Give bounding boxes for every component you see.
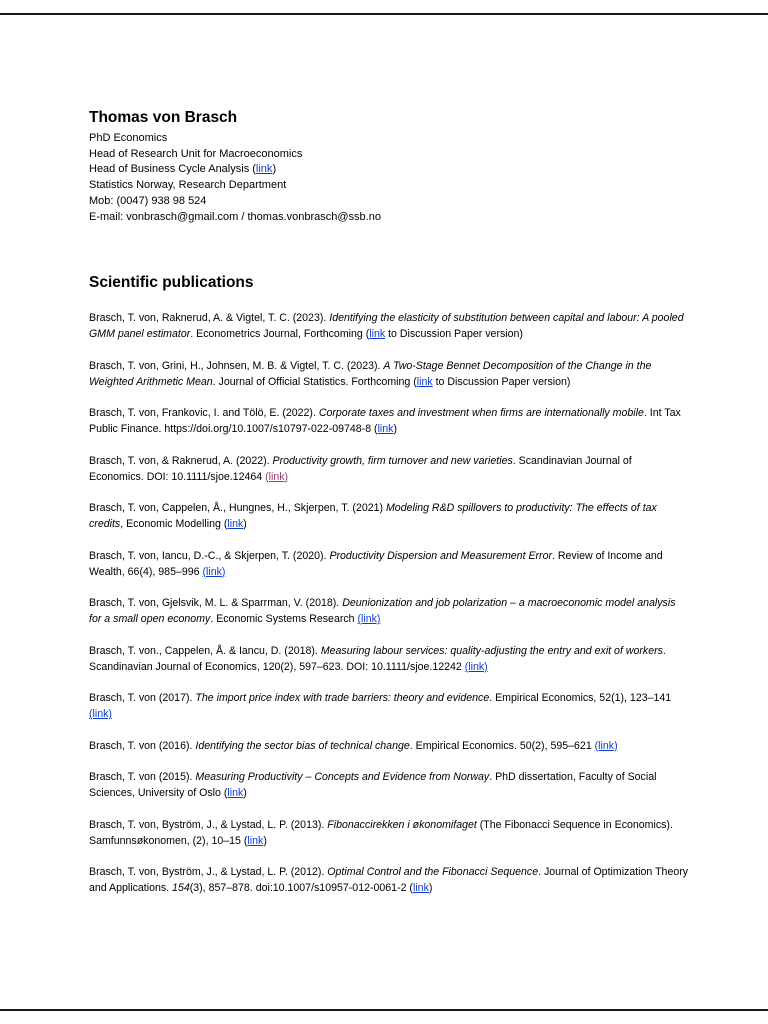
publication-link[interactable]: (link) <box>357 613 381 625</box>
author-name: Thomas von Brasch <box>89 109 238 126</box>
business-cycle-suffix: ) <box>272 163 277 176</box>
publication-link[interactable]: link <box>412 882 429 894</box>
section-title: Scientific publications <box>89 274 254 291</box>
publication-item <box>89 690 689 722</box>
publication-authors: Brasch, T. von (2017). <box>89 692 196 704</box>
degree-line: PhD Economics <box>89 132 168 144</box>
publication-details: , Economic Modelling ( <box>120 518 228 530</box>
email-line: E-mail: vonbrasch@gmail.com / thomas.vonbrasch@ssb.no <box>89 210 381 223</box>
publication-tail: ) <box>243 518 247 530</box>
publication-title: Productivity growth, firm turnover and new varieties <box>272 454 513 467</box>
phone-line: Mob: (0047) 938 98 524 <box>89 194 207 207</box>
publication-details: . Econometrics Journal, Forthcoming ( <box>190 328 370 340</box>
publication-link[interactable]: link <box>377 423 394 435</box>
publication-title: Fibonaccirekken i økonomifaget <box>327 818 477 831</box>
publication-tail: ) <box>263 834 267 847</box>
publication-item <box>89 595 689 627</box>
publication-authors: Brasch, T. von, Cappelen, Å., Hungnes, H., Skjerpen, T. (2021) <box>89 502 386 514</box>
publication-details: . Scandinavian Journal of Economics. DOI: 10.1111/sjoe.12464 <box>89 454 632 483</box>
publication-item <box>89 358 689 390</box>
publication-link[interactable]: (link) <box>594 739 618 752</box>
publication-item <box>89 310 689 342</box>
publication-item <box>89 817 689 849</box>
publication-details: . Int Tax Public Finance. https://doi.org/10.1007/s10797-022-09748-8 ( <box>89 407 681 435</box>
publication-title: Optimal Control and the Fibonacci Sequence <box>327 866 539 878</box>
publication-link[interactable]: (link) <box>265 470 289 483</box>
publication-item <box>89 453 689 485</box>
publication-link[interactable]: (link) <box>89 708 112 720</box>
publication-authors: Brasch, T. von, & Raknerud, A. (2022). <box>89 454 273 467</box>
publication-authors: Brasch, T. von, Byström, J., & Lystad, L. P. (2013). <box>89 818 328 831</box>
publication-authors: Brasch, T. von, Frankovic, I. and Tölö, E. (2022). <box>89 407 319 419</box>
publication-authors: Brasch, T. von, Gjelsvik, M. L. & Sparrman, V. (2018). <box>89 597 343 609</box>
publication-title: Identifying the elasticity of substitution between capital and labour: A pooled GMM panel estimator <box>89 312 684 340</box>
publication-title: A Two-Stage Bennet Decomposition of the Change in the Weighted Arithmetic Mean <box>89 359 652 388</box>
publication-tail: ) <box>393 423 398 435</box>
publication-authors: Brasch, T. von (2016). <box>89 739 196 752</box>
publication-item <box>89 500 689 532</box>
business-cycle-line <box>89 162 689 178</box>
bottom-rule <box>0 1009 768 1011</box>
publication-title: Measuring Productivity – Concepts and Evidence from Norway <box>195 771 490 783</box>
publication-tail: ) <box>243 787 247 799</box>
publication-item <box>89 864 689 896</box>
publication-link[interactable]: link <box>227 518 244 530</box>
publication-list <box>89 310 689 912</box>
publication-tail: to Discussion Paper version) <box>385 328 523 340</box>
business-cycle-prefix: Head of Business Cycle Analysis ( <box>89 163 256 176</box>
publication-item <box>89 548 689 580</box>
publication-details-2: (3), 857–878. doi:10.1007/s10957-012-0061-2 ( <box>189 882 413 894</box>
publication-authors: Brasch, T. von, Iancu, D.-C., & Skjerpen, T. (2020). <box>89 549 330 562</box>
publication-link[interactable]: (link) <box>202 565 226 578</box>
publication-item <box>89 738 689 754</box>
contact-block <box>89 131 689 225</box>
publication-authors: Brasch, T. von (2015). <box>89 771 196 783</box>
publication-title: Identifying the sector bias of technical change <box>195 739 410 752</box>
publication-title: Measuring labour services: quality-adjusting the entry and exit of workers <box>320 644 663 657</box>
cv-page <box>89 108 689 894</box>
publication-item <box>89 405 689 437</box>
publication-details: . Economic Systems Research <box>210 613 358 625</box>
publication-details: . Empirical Economics, 52(1), 123–141 <box>489 692 672 704</box>
publication-authors: Brasch, T. von, Raknerud, A. & Vigtel, T. C. (2023). <box>89 312 330 324</box>
publication-details: . Empirical Economics. 50(2), 595–621 <box>409 739 595 752</box>
publication-link[interactable]: (link) <box>464 660 488 673</box>
publication-details: (The Fibonacci Sequence in Economics). Samfunnsøkonomen, (2), 10–15 ( <box>89 818 673 847</box>
publication-details: . Review of Income and Wealth, 66(4), 985–996 <box>89 549 663 578</box>
publication-authors: Brasch, T. von, Grini, H., Johnsen, M. B. & Vigtel, T. C. (2023). <box>89 359 384 372</box>
publication-link[interactable]: link <box>416 375 433 388</box>
publication-tail: ) <box>428 882 433 894</box>
publication-details: . Journal of Optimization Theory and Applications. <box>89 866 689 894</box>
publication-link[interactable]: link <box>247 834 264 847</box>
publication-link[interactable]: link <box>369 328 386 340</box>
publication-tail: to Discussion Paper version) <box>432 375 571 388</box>
publication-details: . PhD dissertation, Faculty of Social Sciences, University of Oslo ( <box>89 771 657 799</box>
publication-item <box>89 769 689 801</box>
publication-title: Corporate taxes and investment when firms are internationally mobile <box>318 407 644 419</box>
publication-item <box>89 643 689 675</box>
publication-volume: 154 <box>172 882 190 894</box>
publication-authors: Brasch, T. von., Cappelen, Å. & Iancu, D. (2018). <box>89 644 321 657</box>
department-line: Statistics Norway, Research Department <box>89 179 287 192</box>
publication-title: Modeling R&D spillovers to productivity: The effects of tax credits <box>89 502 657 530</box>
publication-details: . Journal of Official Statistics. Forthcoming ( <box>212 375 417 388</box>
publication-link[interactable]: link <box>227 787 244 799</box>
position-line: Head of Research Unit for Macroeconomics <box>89 147 303 160</box>
publication-authors: Brasch, T. von, Byström, J., & Lystad, L. P. (2012). <box>89 866 328 878</box>
publication-details: . Scandinavian Journal of Economics, 120(2), 597–623. DOI: 10.1111/sjoe.12242 <box>89 644 666 673</box>
publication-title: The import price index with trade barriers: theory and evidence <box>195 692 490 704</box>
top-rule <box>0 13 768 15</box>
publication-title: Deunionization and job polarization – a macroeconomic model analysis for a small open economy <box>89 597 676 625</box>
publication-title: Productivity Dispersion and Measurement Error <box>329 549 552 562</box>
business-cycle-link[interactable]: link <box>255 163 273 176</box>
